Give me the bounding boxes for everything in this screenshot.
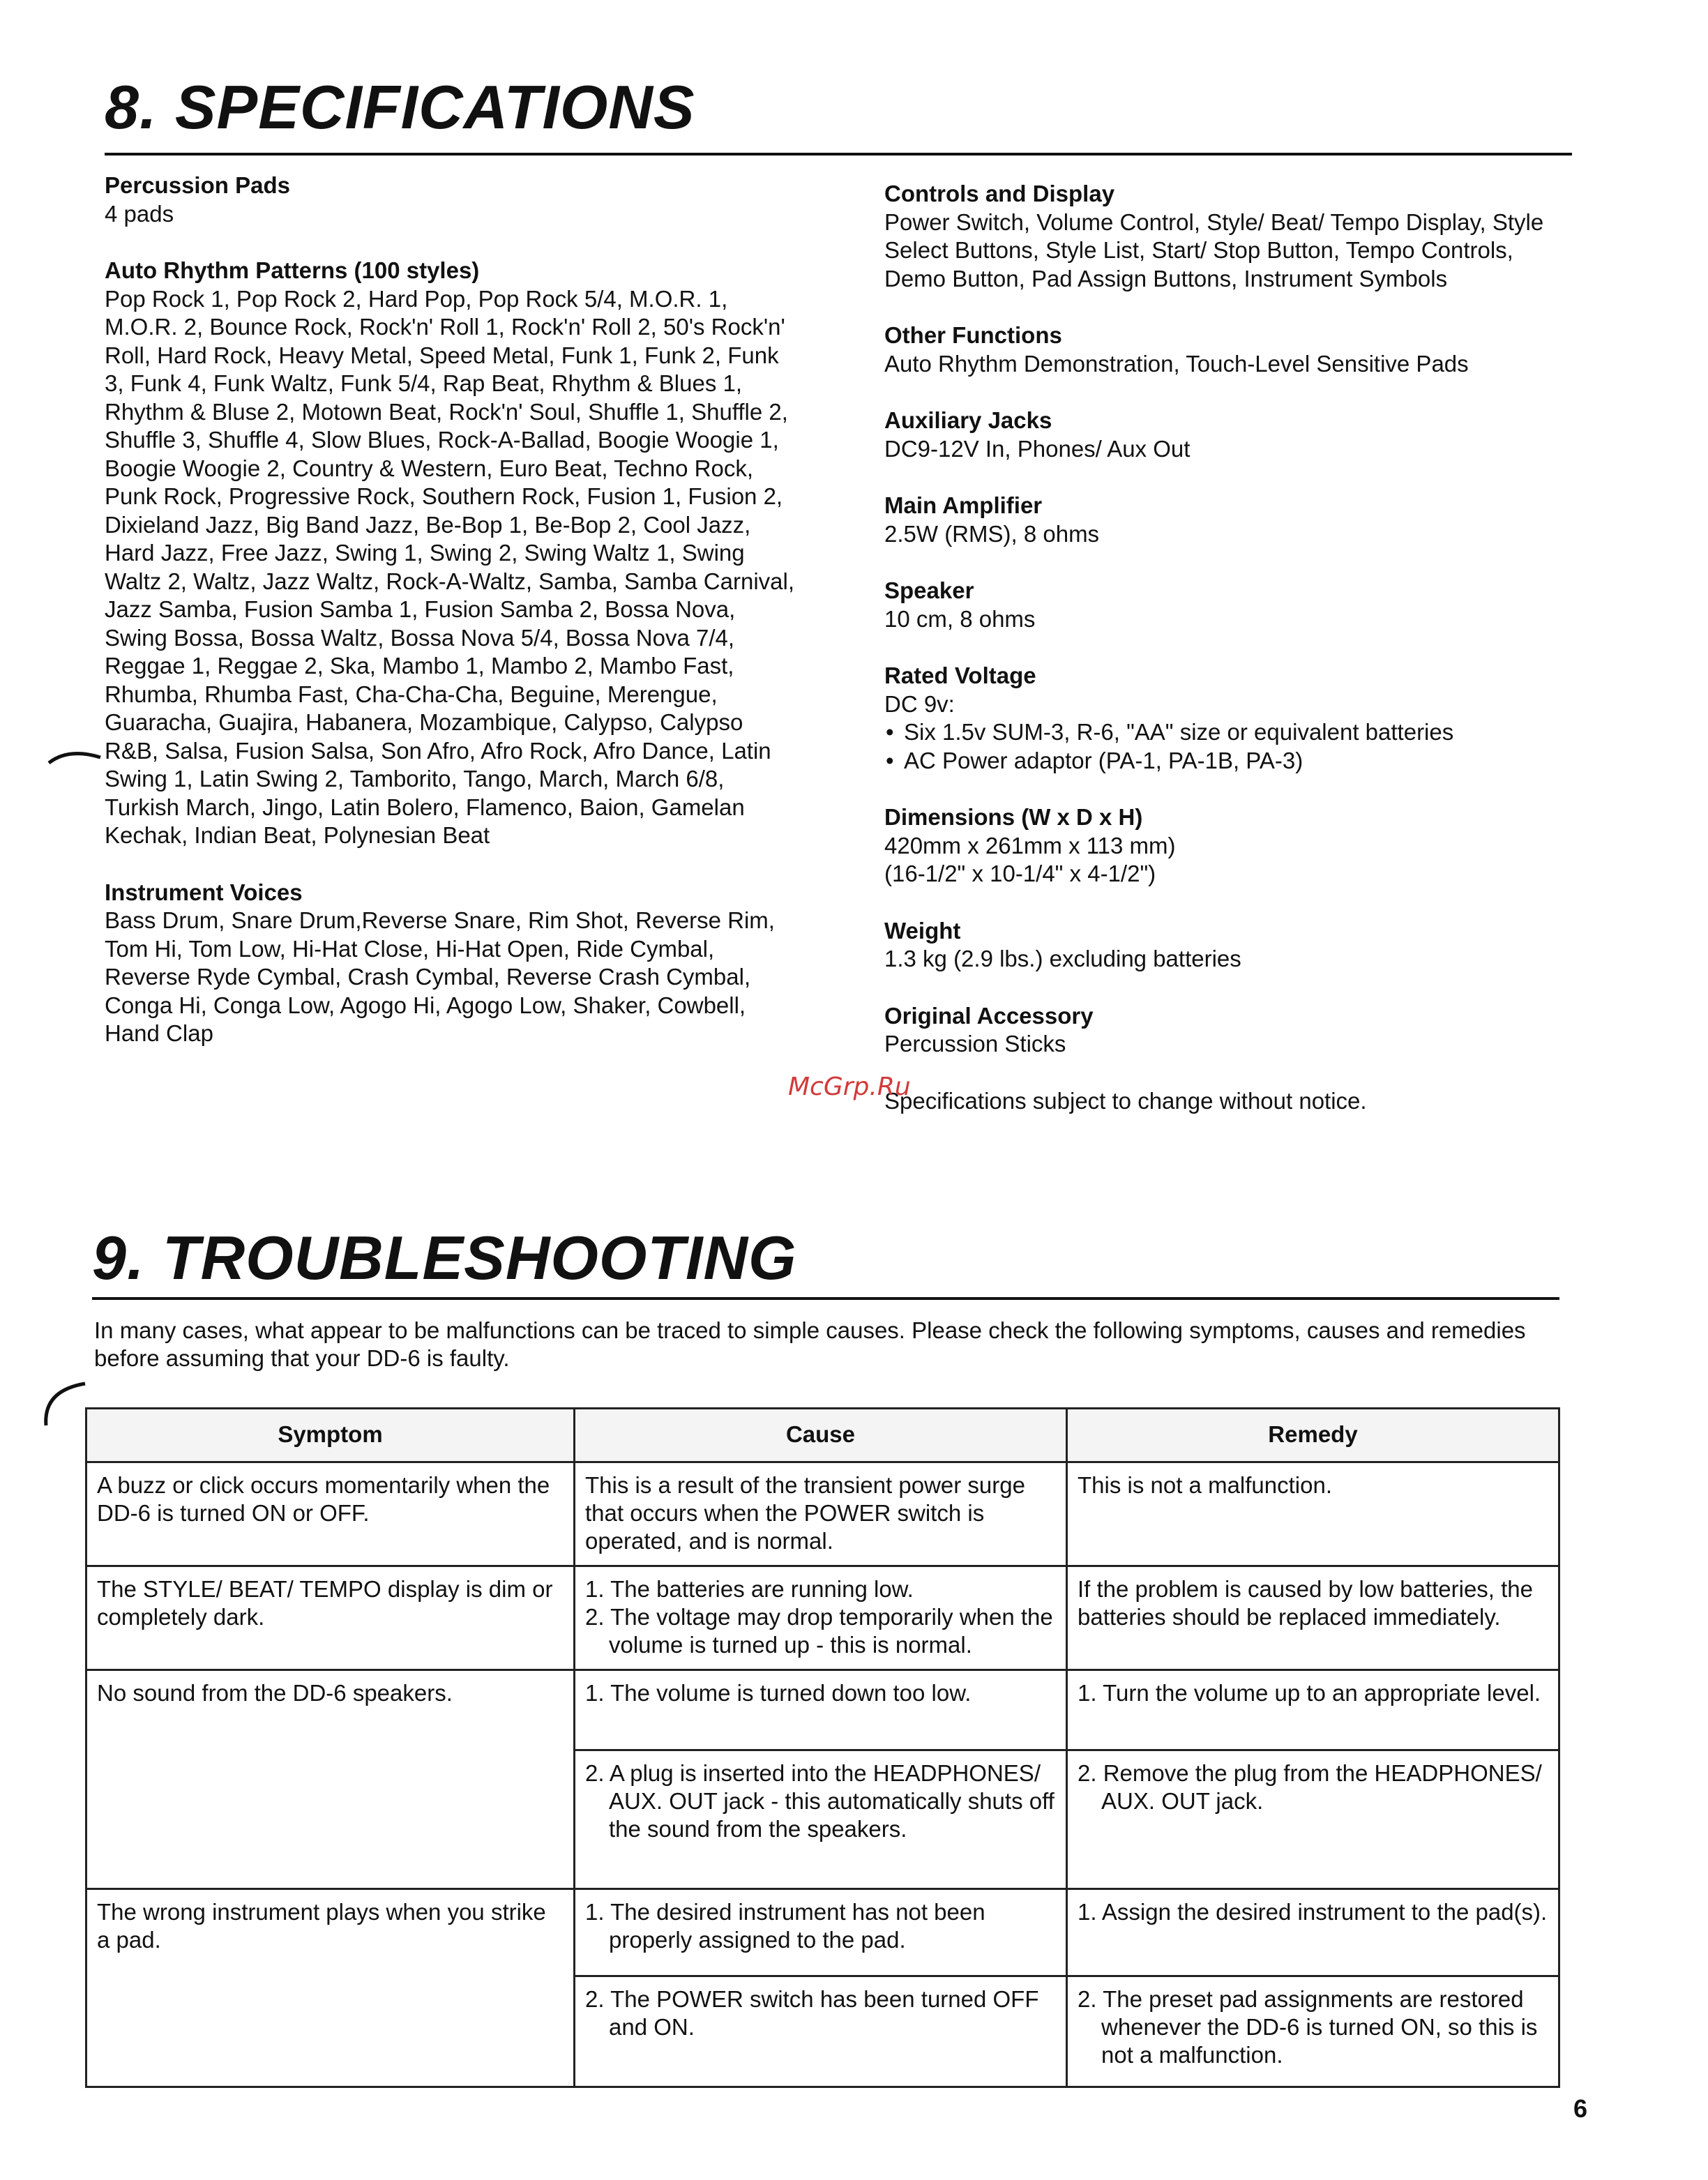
troubleshooting-intro: In many cases, what appear to be malfunctions can be traced to simple causes. Please check the following symptoms, causes and remedies before assuming that your DD-6 is faulty. xyxy=(94,1317,1526,1371)
spec-title: Weight xyxy=(884,917,961,944)
spec-other-functions xyxy=(884,321,1568,378)
spec-title: Instrument Voices xyxy=(105,879,303,905)
specifications-rule xyxy=(105,153,1572,156)
troubleshooting-rule xyxy=(92,1297,1559,1300)
spec-speaker xyxy=(884,577,1568,633)
watermark: McGrp.Ru xyxy=(788,1073,911,1101)
spec-body: Bass Drum, Snare Drum,Reverse Snare, Rim Shot, Reverse Rim, Tom Hi, Tom Low, Hi-Hat Close, Hi-Hat Open, Ride Cymbal, Reverse Ryde Cymbal, Crash Cymbal, Reverse Crash Cymbal, Conga Hi, Conga Low, Agogo Hi, Agogo Low, Shaker, Cowbell, Hand Clap xyxy=(105,907,775,1046)
column-header-symptom: Symptom xyxy=(86,1409,575,1462)
spec-title: Main Amplifier xyxy=(884,492,1043,518)
voltage-bullet-list xyxy=(884,718,1568,775)
symptom-cell: A buzz or click occurs momentarily when the DD-6 is turned ON or OFF. xyxy=(86,1462,575,1566)
spec-title: Rated Voltage xyxy=(884,663,1036,688)
spec-body-imperial: (16-1/2" x 10-1/4" x 4-1/2") xyxy=(884,861,1156,886)
cause-item: 2. The POWER switch has been turned OFF and ON. xyxy=(585,1986,1039,2040)
symptom-cell: The wrong instrument plays when you strike a pad. xyxy=(86,1889,575,2087)
symptom-cell: No sound from the DD-6 speakers. xyxy=(86,1670,575,1889)
remedy-cell xyxy=(1067,1976,1559,2087)
cause-item: 1. The desired instrument has not been properly assigned to the pad. xyxy=(585,1899,985,1953)
specifications-right-column xyxy=(884,180,1568,1115)
remedy-cell xyxy=(1067,1750,1559,1889)
spec-body: DC 9v: xyxy=(884,690,955,717)
symptom-cell: The STYLE/ BEAT/ TEMPO display is dim or completely dark. xyxy=(86,1566,575,1670)
bullet-item: • AC Power adaptor (PA-1, PA-1B, PA-3) xyxy=(884,747,1568,775)
cause-item: 2. A plug is inserted into the HEADPHONES/ AUX. OUT jack - this automatically shuts off the sound from the speakers. xyxy=(585,1760,1055,1842)
spec-dimensions xyxy=(884,803,1568,888)
page-number: 6 xyxy=(1573,2094,1588,2123)
specifications-note: Specifications subject to change without notice. xyxy=(884,1087,1367,1114)
scan-mark-left-upper xyxy=(47,745,103,766)
remedy-cell: This is not a malfunction. xyxy=(1067,1462,1559,1566)
spec-title: Percussion Pads xyxy=(105,172,290,198)
remedy-item: 1. Assign the desired instrument to the pad(s). xyxy=(1078,1899,1548,1925)
spec-title: Auxiliary Jacks xyxy=(884,407,1052,433)
spec-body: Auto Rhythm Demonstration, Touch-Level Sensitive Pads xyxy=(884,350,1469,377)
spec-body: Pop Rock 1, Pop Rock 2, Hard Pop, Pop Rock 5/4, M.O.R. 1, M.O.R. 2, Bounce Rock, Rock'n' Roll 1, Rock'n' Roll 2, 50's Rock'n' Roll, Hard Rock, Heavy Metal, Speed Metal, Funk 1, Funk 2, Funk 3, Funk 4, Funk Waltz, Funk 5/4, Rap Beat, Rhythm & Blues 1, Rhythm & Bluse 2, Motown Beat, Rock'n' Soul, Shuffle 1, Shuffle 2, Shuffle 3, Shuffle 4, Slow Blues, Rock-A-Ballad, Boogie Woogie 1, Boogie Woogie 2, Country & Western, Euro Beat, Techno Rock, Punk Rock, Progressive Rock, Southern Rock, Fusion 1, Fusion 2, Dixieland Jazz, Big Band Jazz, Be-Bop 1, Be-Bop 2, Cool Jazz, Hard Jazz, Free Jazz, Swing 1, Swing 2, Swing Waltz 1, Swing Waltz 2, Waltz, Jazz Waltz, Rock-A-Waltz, Samba, Samba Carnival, Jazz Samba, Fusion Samba 1, Fusion Samba 2, Bossa Nova, Swing Bossa, Bossa Waltz, Bossa Nova 5/4, Bossa Nova 7/4, Reggae 1, Reggae 2, Ska, Mambo 1, Mambo 2, Mambo Fast, Rhumba, Rhumba Fast, Cha-Cha-Cha, Beguine, Merengue, Guaracha, Guajira, Habanera, Mozambique, Calypso, Calypso R&B, Salsa, Fusion Salsa, Son Afro, Afro Rock, Afro Dance, Latin Swing 1, Latin Swing 2, Tamborito, Tango, March, March 6/8, Turkish March, Jingo, Latin Bolero, Flamenco, Baion, Gamelan Kechak, Indian Beat, Polynesian Beat xyxy=(105,285,795,848)
spec-body: DC9-12V In, Phones/ Aux Out xyxy=(884,435,1191,462)
remedy-item: 2. The preset pad assignments are restored whenever the DD-6 is turned ON, so this is not a malfunction. xyxy=(1078,1986,1538,2068)
cause-cell xyxy=(575,1566,1067,1670)
spec-body: Percussion Sticks xyxy=(884,1031,1066,1057)
spec-auxiliary-jacks xyxy=(884,407,1568,463)
specifications-heading: 8. SPECIFICATIONS xyxy=(105,73,695,142)
spec-controls-and-display xyxy=(884,180,1568,293)
bullet-item: • Six 1.5v SUM-3, R-6, "AA" size or equivalent batteries xyxy=(884,718,1568,747)
column-header-cause: Cause xyxy=(575,1409,1067,1462)
spec-main-amplifier xyxy=(884,492,1568,548)
table-row xyxy=(86,1889,1559,1976)
table-row xyxy=(86,1566,1559,1670)
column-header-remedy: Remedy xyxy=(1067,1409,1559,1462)
scan-mark-left-lower xyxy=(40,1379,89,1428)
specifications-left-column xyxy=(105,172,795,1077)
spec-instrument-voices xyxy=(105,879,795,1048)
spec-original-accessory xyxy=(884,1002,1568,1059)
remedy-item: 2. Remove the plug from the HEADPHONES/ AUX. OUT jack. xyxy=(1078,1760,1542,1814)
table-row xyxy=(86,1462,1559,1566)
troubleshooting-table xyxy=(85,1407,1560,2088)
spec-title: Speaker xyxy=(884,577,974,603)
cause-cell: This is a result of the transient power surge that occurs when the POWER switch is operated, and is normal. xyxy=(575,1462,1067,1566)
cause-item: 1. The batteries are running low. xyxy=(585,1576,914,1602)
spec-body: 10 cm, 8 ohms xyxy=(884,605,1036,632)
spec-body: 2.5W (RMS), 8 ohms xyxy=(884,520,1100,547)
table-header-row xyxy=(86,1409,1559,1462)
spec-title: Controls and Display xyxy=(884,181,1115,206)
spec-rated-voltage xyxy=(884,662,1568,775)
spec-auto-rhythm-patterns xyxy=(105,257,795,850)
cause-cell xyxy=(575,1670,1067,1750)
spec-body: 4 pads xyxy=(105,200,174,227)
remedy-item: 1. Turn the volume up to an appropriate level. xyxy=(1078,1680,1541,1706)
spec-percussion-pads xyxy=(105,172,795,228)
remedy-cell: If the problem is caused by low batteries, the batteries should be replaced immediately. xyxy=(1067,1566,1559,1670)
spec-body: 1.3 kg (2.9 lbs.) excluding batteries xyxy=(884,946,1241,971)
spec-body: Power Switch, Volume Control, Style/ Beat/ Tempo Display, Style Select Buttons, Style List, Start/ Stop Button, Tempo Controls, Demo Button, Pad Assign Buttons, Instrument Symbols xyxy=(884,209,1544,292)
spec-title: Auto Rhythm Patterns (100 styles) xyxy=(105,257,480,283)
cause-item: 2. The voltage may drop temporarily when the volume is turned up - this is normal. xyxy=(585,1604,1053,1658)
spec-body: 420mm x 261mm x 113 mm) xyxy=(884,832,1176,858)
table-row xyxy=(86,1670,1559,1750)
remedy-cell xyxy=(1067,1889,1559,1976)
remedy-cell xyxy=(1067,1670,1559,1750)
spec-title: Dimensions (W x D x H) xyxy=(884,804,1143,830)
spec-weight xyxy=(884,917,1568,974)
spec-title: Other Functions xyxy=(884,322,1062,348)
cause-item: 1. The volume is turned down too low. xyxy=(585,1680,972,1706)
spec-title: Original Accessory xyxy=(884,1002,1094,1029)
troubleshooting-heading: 9. TROUBLESHOOTING xyxy=(92,1223,797,1292)
cause-cell xyxy=(575,1976,1067,2087)
cause-cell xyxy=(575,1750,1067,1889)
cause-cell xyxy=(575,1889,1067,1976)
